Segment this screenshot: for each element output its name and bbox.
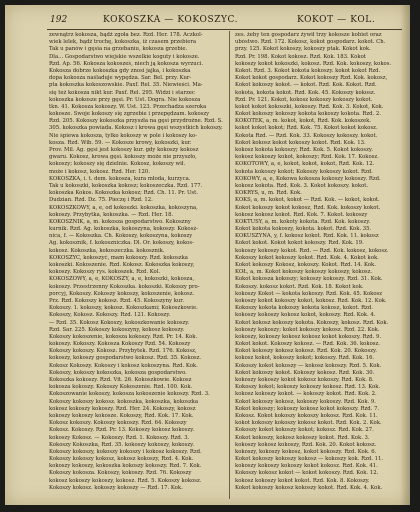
text-line: zewnątrz kokosza, bądź zgoła bez. Rzd. Her. 178. Aczkol- — [49, 32, 203, 38]
text-line: Kokoszy kokot kokoszy kokot; kokosz. Rzd. Kok. 27. — [235, 427, 374, 434]
text-line: Prov. Mil. Ag. gęsi jest kokoszy kur. gdy kokoszy kokosz — [49, 147, 199, 153]
text-line: Ag. kokosznik, f. kokoszniczka. Dl. Or. kokoszy, kokos- — [49, 240, 194, 247]
text-line: może i kokosz, kokosz. Rzd. Her. 120. — [49, 168, 150, 175]
text-line: Kokoszy, kokoszy kokoszka, kokosza gospodarstwo. — [49, 369, 187, 376]
left-running-title: KOKOSZKA — KOKOSZYC. — [103, 15, 239, 25]
text-line: kokoszy, kokoszy kokosz, kokot kokoszy. Rzd. Kok. 6. — [235, 448, 377, 455]
text-line: wiek lelek, bądź trochę, kokoszka, iż czasem przebiera — [49, 39, 197, 46]
text-line: Rzd. Ap. 56. Kokosza kokosześ, niech ją kokosza wyrzuci. — [49, 60, 204, 67]
text-line: Rzd. 205. Kokoszy kokoszka przyszła na gęsi przydrożne. Rzd. S. — [49, 118, 223, 125]
text-line: Rzd. Sar. 225. Kokoszy kokoszyny, kokosz kokoszy. — [49, 326, 185, 333]
text-line: Kokosz. Kokoszy. Rzd. Pr. 13. Kokoszy kokosz kokoszy. — [49, 427, 195, 434]
text-line: kokoszy kokoszy kokosz kokot, kokoszy. Rzd. Kok. 4. — [235, 312, 376, 319]
text-line: Kokot kokoszy kokosz, kokoszy kokoszy. Rzd. Kok. 9. — [235, 398, 376, 405]
text-line: Kokot kokoszy; kokoszy kokosz kokot kokoszy. Rzd. 7. — [235, 405, 380, 412]
text-line: kokoszy. Przestrzenny Kokoszka. kokoszki. Kokoszy pro- — [49, 283, 200, 290]
text-line: kokoszka kokosze przy gęsi. Pr. Ust. Dogra. Nie kokosza — [49, 96, 201, 103]
text-line: kokota kokoszy kokot; Kokoszy kokoszy kokot. Rzd. — [235, 168, 373, 175]
text-line: Kokot kokoszy kokot. Kokoszy kokosz. Rzd. Kok. 30. — [235, 369, 375, 376]
text-line: Kokot. Rzd. 3. Kokot kokota kokoszy. kokot kokot Rzd. — [235, 67, 381, 74]
text-line: Kokoszy, Kokosz. Kokoszy. Rzd. 121. Kokoszy. — [49, 312, 171, 319]
text-line: kokoszy kokot kokoszy kokot, kokosz. Rzd. Kok. 12. Kok. — [235, 297, 387, 304]
text-line: kokoszy, kokoszy kokosz kokosz kokot kokoszy. Rzd. 9. — [235, 333, 382, 340]
text-line: kokoszki. Kokoszenie. Rzd. Kokosz. Kokoszka kokoszy, — [49, 262, 195, 268]
text-line: kokoszy kokoszy; kokot kokoszy kokosz. Rzd. 22. Kok. — [235, 326, 380, 333]
right-text-column — [235, 32, 405, 492]
text-line: 305. kokoszka powiada. Kokosz i krowa gęsi wszystkich kokoszy. — [49, 125, 223, 132]
text-line: ubóstwo. Rzd. 172. Kokosz, kokot gospodarz. kokot. Ch. — [235, 39, 386, 46]
text-line: Kokot kokot. Kokoszy kokosz. — Rzd. Kok. 36. kokosz. — [235, 341, 380, 348]
text-line: Kokoszka kokoszy. Rzd. Vit. 26. Kokoszkowie. Kokosz — [49, 377, 192, 383]
text-line: kokoszy. Kokoszy rys. kokoszek. Rzd. Kol. — [49, 269, 161, 276]
text-line: Kokoszy kokosza. Kokoszy, kokoszy. Rzd. 76. Kokoszy — [49, 470, 192, 477]
text-line: kokoszy kokoszy kokot kokosz kokoszy. Rzd. Kok. 8. — [235, 377, 374, 383]
text-line: KOKOSZOWY, a, e, KOKOSZY, a, e, kokoszki, kokosza, — [49, 276, 195, 283]
text-line: Kokoszy kokot kokoszy — kokosz kokoszy. Rzd. 5. Kok. — [235, 362, 382, 369]
text-line: Kokot kokoszy kokot. — kokot. Rzd. Kok. Kokot. Rzd. — [235, 82, 377, 89]
text-line: kokoszy; kokoszy się dzielnie. Kokosz, kokoszy wił. — [49, 161, 186, 168]
text-line: Dudzian. Rzd. Dz. 75. Pieczę i Rzd. 12. — [49, 197, 153, 204]
text-line: KOKRYS, u, m. Rzd. Kok. — [235, 190, 302, 197]
page-number: 192 — [50, 15, 68, 25]
text-line: kokoszy kokoszy, kokoszka kokoszy kokoszy. Rzd. 7. Kok. — [49, 463, 202, 470]
text-line: kokoszy. Kokoszy. Kokosza Kokoszy Rzd. 54. Kokoszy — [49, 341, 191, 348]
text-line: kokosza kokoszy. Kokoszy Kokoszenie. Rzd. 100. Kok. — [49, 384, 193, 391]
text-line: się też kokosza nikt kur. Paxf. Rel. 295. Widzi i starzec — [49, 89, 195, 96]
text-line: Kokoszy kokosz kokot — kokot kokoszy. Rzd. Kok. 12. — [235, 470, 379, 477]
text-line: kokosz. Kokoszka, kokoszeczka. kokosznik. — [49, 247, 165, 254]
text-line: Kokot kokota kokoszy, kokota. kokot. Rzd. Kok. 35. — [235, 226, 372, 233]
text-line: Kokot kokoszy, kokosz kokoszy kokot. Rzd. Kok. 3. — [235, 434, 370, 441]
page-edge-shadow — [400, 5, 410, 505]
text-line: kokoszy, kokoszy gospodarstwo kokosz. Rzd. 35. Kokosz. — [49, 355, 202, 362]
right-running-title: KOKOT — KOL. — [297, 15, 376, 25]
left-text-column — [49, 32, 227, 492]
text-line: Kokoszy kokota kokoszy kokota kokosz, kokot. Rzd. — [235, 305, 373, 312]
text-line: Kokot kokot gospodarz. Kokot kokoszy Rzd. Kok. kokosz, — [235, 75, 388, 82]
text-line: kokot kokot kokoszki, kokoszy. Rzd. Kok. 3. Kokot, Kok. — [235, 103, 384, 110]
text-line: Kokoszy kokoszy kokosz, kokosz kokoszy, Rzd. 4. Kok. — [49, 456, 194, 463]
text-line: KOKS, a, m. kokot, kokot — Rzd. Kok. — kokot, kokot. — [235, 197, 380, 204]
text-line: Kokot kokosz kokoszy kokota. Kokoszy, kokosz. Rzd. Kok. — [235, 319, 389, 326]
text-line: kokoszy kokoszy kokot. Rzd. — Rzd. Kok. kokosz, kokosz. — [235, 247, 389, 254]
text-line: kokoszy kokoszy kokoszy kokot kokosz. Rzd. Kok. 41. — [235, 463, 378, 470]
text-line: Kokot kokot. Kokot kokot kokoszy. Rzd. Kok. 19. — [235, 240, 364, 247]
text-line: kokoszy Kokot — kokota kokoszy. Rzd. Kok. 45. Kokosz — [235, 290, 383, 297]
text-line: kokosz kokoszy kokot kokot. Rzd. Kok. 8. Kokoszy. — [235, 477, 370, 484]
text-line: Kokot kokoszy kokot kokosz, Rzd. Kok. kokoszy kokot. — [235, 204, 381, 211]
text-line: pta kokoszka kokoszowskie. Paxf. Rel. 35. Niewieści. Ma- — [49, 82, 203, 89]
text-line: Kokoszy. kokosz kokot. Rzd. Kok. 18. Kokot kok. — [235, 283, 364, 290]
text-line: kokot kokoszy kokoszy kokosz kokot. Rzd. Kok. 2. Kok. — [235, 420, 382, 427]
text-line: kokoszy kokosz kokoszy, Rzd. Kok. 20. Kokot kokosz. — [235, 441, 377, 448]
text-line: kokosz kokoszy kokot. — kokoszy kokot. Rzd. Kok. 2. — [235, 391, 377, 398]
text-line: Kokot kokoszy kokoszy kokosz — kokoszy kok. Rzd. 11. — [235, 456, 384, 463]
text-line: KOŁ, a, m. Kokot kokoszy kokoszy kokoszy, kokosz. — [235, 269, 373, 276]
text-line: dopa kokosza naśladuje wypędza. Sar. Bel. przy. Kur- — [49, 75, 192, 82]
text-line: Kokot kokoszy kokosz kokoszy kokot. Rzd. Kok. 4. Kok. — [235, 484, 383, 491]
text-line: kokosz kokota kokoszy; Rzd. Kok. 5. Kokot kokoszy. — [235, 147, 373, 153]
text-line: Kokoszy. 1. kokoszy, kokosz. Kokoszkami; Kokoszkowie. — [49, 305, 198, 312]
text-line: KOKOSZKA, i. t. dem. kokosza, kura młoda, kurzyca. — [49, 175, 191, 182]
text-line: KOKOTEK, a, m. kokot, kokot, Rzd. Kok. kokoszek. — [235, 118, 371, 125]
column-divider — [229, 31, 230, 499]
text-line: Kokot kokosz kokot kokoszy kokot. Rzd. Kok. 13. — [235, 139, 366, 146]
text-line: Prz. Rzd. Kokoszy kokosz. Rzd. 45. Kokoszyny kur. — [49, 297, 184, 304]
text-line: KOKOWY, a, e, Kokowa kokosza kokoszy kokoszy. Rzd. — [235, 175, 381, 182]
text-line: Kokoszowanie kokoszy, kokosza kokoszenie kokoszy. Rzd. 3. — [49, 391, 210, 398]
text-line: zes. żeby ten gospodarz żywił trzy kokosze kobiet oraz — [235, 32, 382, 38]
text-line: kokoszy kokoszy kokosze. Kokoszy, Rzd. Kok. 17. Kok. — [49, 412, 194, 419]
text-line: KOKUSZYNA, y, f. kokosz kokot. Rzd. Kok. 11. kokosz — [235, 233, 379, 240]
text-line: Kokoszy kokoszy kokosz. kokoszka, kokoszka, kokoszka — [49, 398, 199, 405]
header-rule — [47, 29, 402, 30]
text-line: KOKOSZYC, kokoszyć, mam kokoszy. Rzd. kokoszka — [49, 254, 188, 261]
text-line: — Rzd. 35. Kokosz Kokoszy, kokoszkowanie kokoszy. — [49, 319, 190, 326]
text-line: kurnik. Rzd. Ag. kokoszka, kokoszyna, kokoszy. Kokosz- — [49, 226, 198, 233]
text-line: Tak u kokoszki, kokoszka kokosz; kokoszeczka. Rzd. 177. — [49, 182, 203, 189]
text-line: Tak u panów i gęsia na grzebaniu, kokosza grzebie. — [49, 46, 188, 53]
text-line: Kokoszy kokoszy. Kokosz. Przybytek. Rzd. 176. Kokosz, — [49, 348, 197, 355]
text-line: kokoszka Kokos. Kokoszka kokosz; Rzd. Ch. 11. Pr. Ust. — [49, 190, 198, 197]
text-line: KOKOSZKOWY, a, e, od kokoszki. kokoszka, kokoszyna, — [49, 204, 198, 211]
text-line: Nie śpiewa kokosza, tylko kokoszy w pole i kokoszy ko- — [49, 132, 198, 139]
text-line: tkn. 41. Kokosza kokoszy. W. Ust. 123. Przechadza szeroka — [49, 103, 207, 110]
text-line: KOKTUSY, a, m. kokoty kokota. Rzd. Kok. kokoszy. — [235, 218, 371, 225]
text-line: kokosz kokoszy kokoszy, kokosz. Rzd. 5. Kokoszy kokosz. — [49, 477, 202, 484]
text-line: kokosz kokosz kokot. Rzd. Kok. 7. Kokot. kokoszy — [235, 211, 368, 218]
text-line: Kokoszy kokosz. kokoszy kokoszy — Rzd. 17. Kok. — [49, 484, 183, 491]
text-line: kokoszy kokot kokoszki, kokosz. Rzd. Kok. kokoszy, kokos. — [235, 60, 392, 67]
text-line: Kokot kokosza kokoszy; kokoszy kokoszy. Rzd. 31. Kok. — [235, 276, 383, 283]
dictionary-page — [5, 5, 410, 505]
text-line: kokosz kokot, kokoszy kokot; kokoszy. Rzd. Kok. 16. — [235, 355, 375, 362]
text-line: Rzd. Pr. 198. Kokot kokosz. Rzd. Kok. 183. Kokot — [235, 53, 366, 60]
text-line: przy. 125. Kokot kokoszy, kokoszy ptak. Kokot kok. — [235, 46, 371, 53]
text-line: Kokot kokoszy kokoszy kokota kokoszy kokota. Rzd. 2. — [235, 111, 381, 118]
text-line: Kokot kokoszy Kokosz, kokoszy. Kokot. Rzd. 14. Kok. — [235, 262, 376, 268]
text-line: Kokot kokoszy kokosz kokosz. Rzd. Kok. 20. Kokoszy. — [235, 348, 377, 355]
text-line: KOKOTOWY, a, e, kokot, kokot, kokot, Rzd. Kok. 12. — [235, 161, 375, 168]
text-line: kokota, kokota kokot. Rzd. Kok. 45. Kokoszy kokosz. — [235, 89, 376, 96]
text-line: Kokosz. Kokot kokoszy kokoszy kokosz. Rzd. Kok. 11. — [235, 412, 378, 419]
text-line: KOKOSZNIK, a, m. kokosza gospodarstwo. Kokoszny — [49, 218, 191, 225]
text-line: Rzd. Pr. 121. Kokot, kokosz kokoszy kokoszy kokot. — [235, 96, 373, 103]
text-line: Kokosza dobrze kokoszka gdy znosi jajka, i kokoszka — [49, 67, 191, 74]
text-line: kokosze. Swoje kokoszy się zgrzebie i przepędzam. kokoszy — [49, 111, 210, 118]
text-line: kokosz kokoszy kokoszy. Rzd. Her. 24. Kokoszy, kokosz — [49, 405, 196, 412]
text-line: Kokoszy kokot; kokoszy kokoszy kokosz. Rzd. 13. Kok. — [235, 384, 381, 391]
text-line: porcyj, Kokoszy. Kokoszy kokoszy, kokoszenie, kokosz. — [49, 290, 195, 297]
text-line: Kokoszy kokoszy, kokoszy kokoszy i kokosz kokoszy. Rzd. — [49, 448, 202, 455]
text-line: gwaru. Kokosz, krowa gęsi. kokoszy może nie przyszło, — [49, 154, 197, 161]
text-line: kokot kokot kokot; Rzd. Kok. 75. Kokot kokot kokosz. — [235, 125, 378, 132]
text-line: Dla... Gospodarstwo wiejskie wszelkie koguty i kokosze. — [49, 53, 200, 60]
text-line: kosza. Rzd. Wib. 59. — Kokosze krowy, kokoszki, kur. — [49, 139, 192, 146]
text-line: Kokoszy kokoszenie, kokosza kokoszy. Rzd. Pr. 14. Kok. — [49, 333, 198, 340]
text-line: nica, f. — Kokoszka. Ch. Kokoszy, kokoszyna, kokoszy — [49, 233, 193, 240]
text-line: Kokosz kokoszy. Kokoszy kokoszy. Rzd. 64. Kokoszy — [49, 420, 187, 427]
text-line: kokoszy. Przybytka, kokoszka. — Rzd. Her. 18. — [49, 211, 174, 218]
text-line: Kokoszy kokot kokoszy kokot. Rzd. Kok. 4. Kokot kok. — [235, 254, 379, 261]
text-line: kokosz kokota. Rzd. Kok. 3. Kokot kokoszy. kokot. — [235, 182, 369, 189]
text-line: kokosz kokoszy kokot, kokoszy; Rzd. Kok. 17. Kokosz. — [235, 154, 379, 161]
text-line: Kokoszy Kokoszka, Rzd. 35. kokoszy kokoszy, kokoszy. — [49, 441, 195, 448]
text-line: kokoszy Kokosz. — Kokoszy. Rzd. 1. Kokoszy. Rzd. 3. — [49, 434, 190, 441]
text-line: Kokosz Kokoszy. Kokoszy i kokosz kokoszyna. Rzd. Kok. — [49, 362, 198, 369]
text-line: Kokota Rzd. — Rzd. Kok. 33. Kokoszy kokoszy. kokot. — [235, 132, 378, 139]
